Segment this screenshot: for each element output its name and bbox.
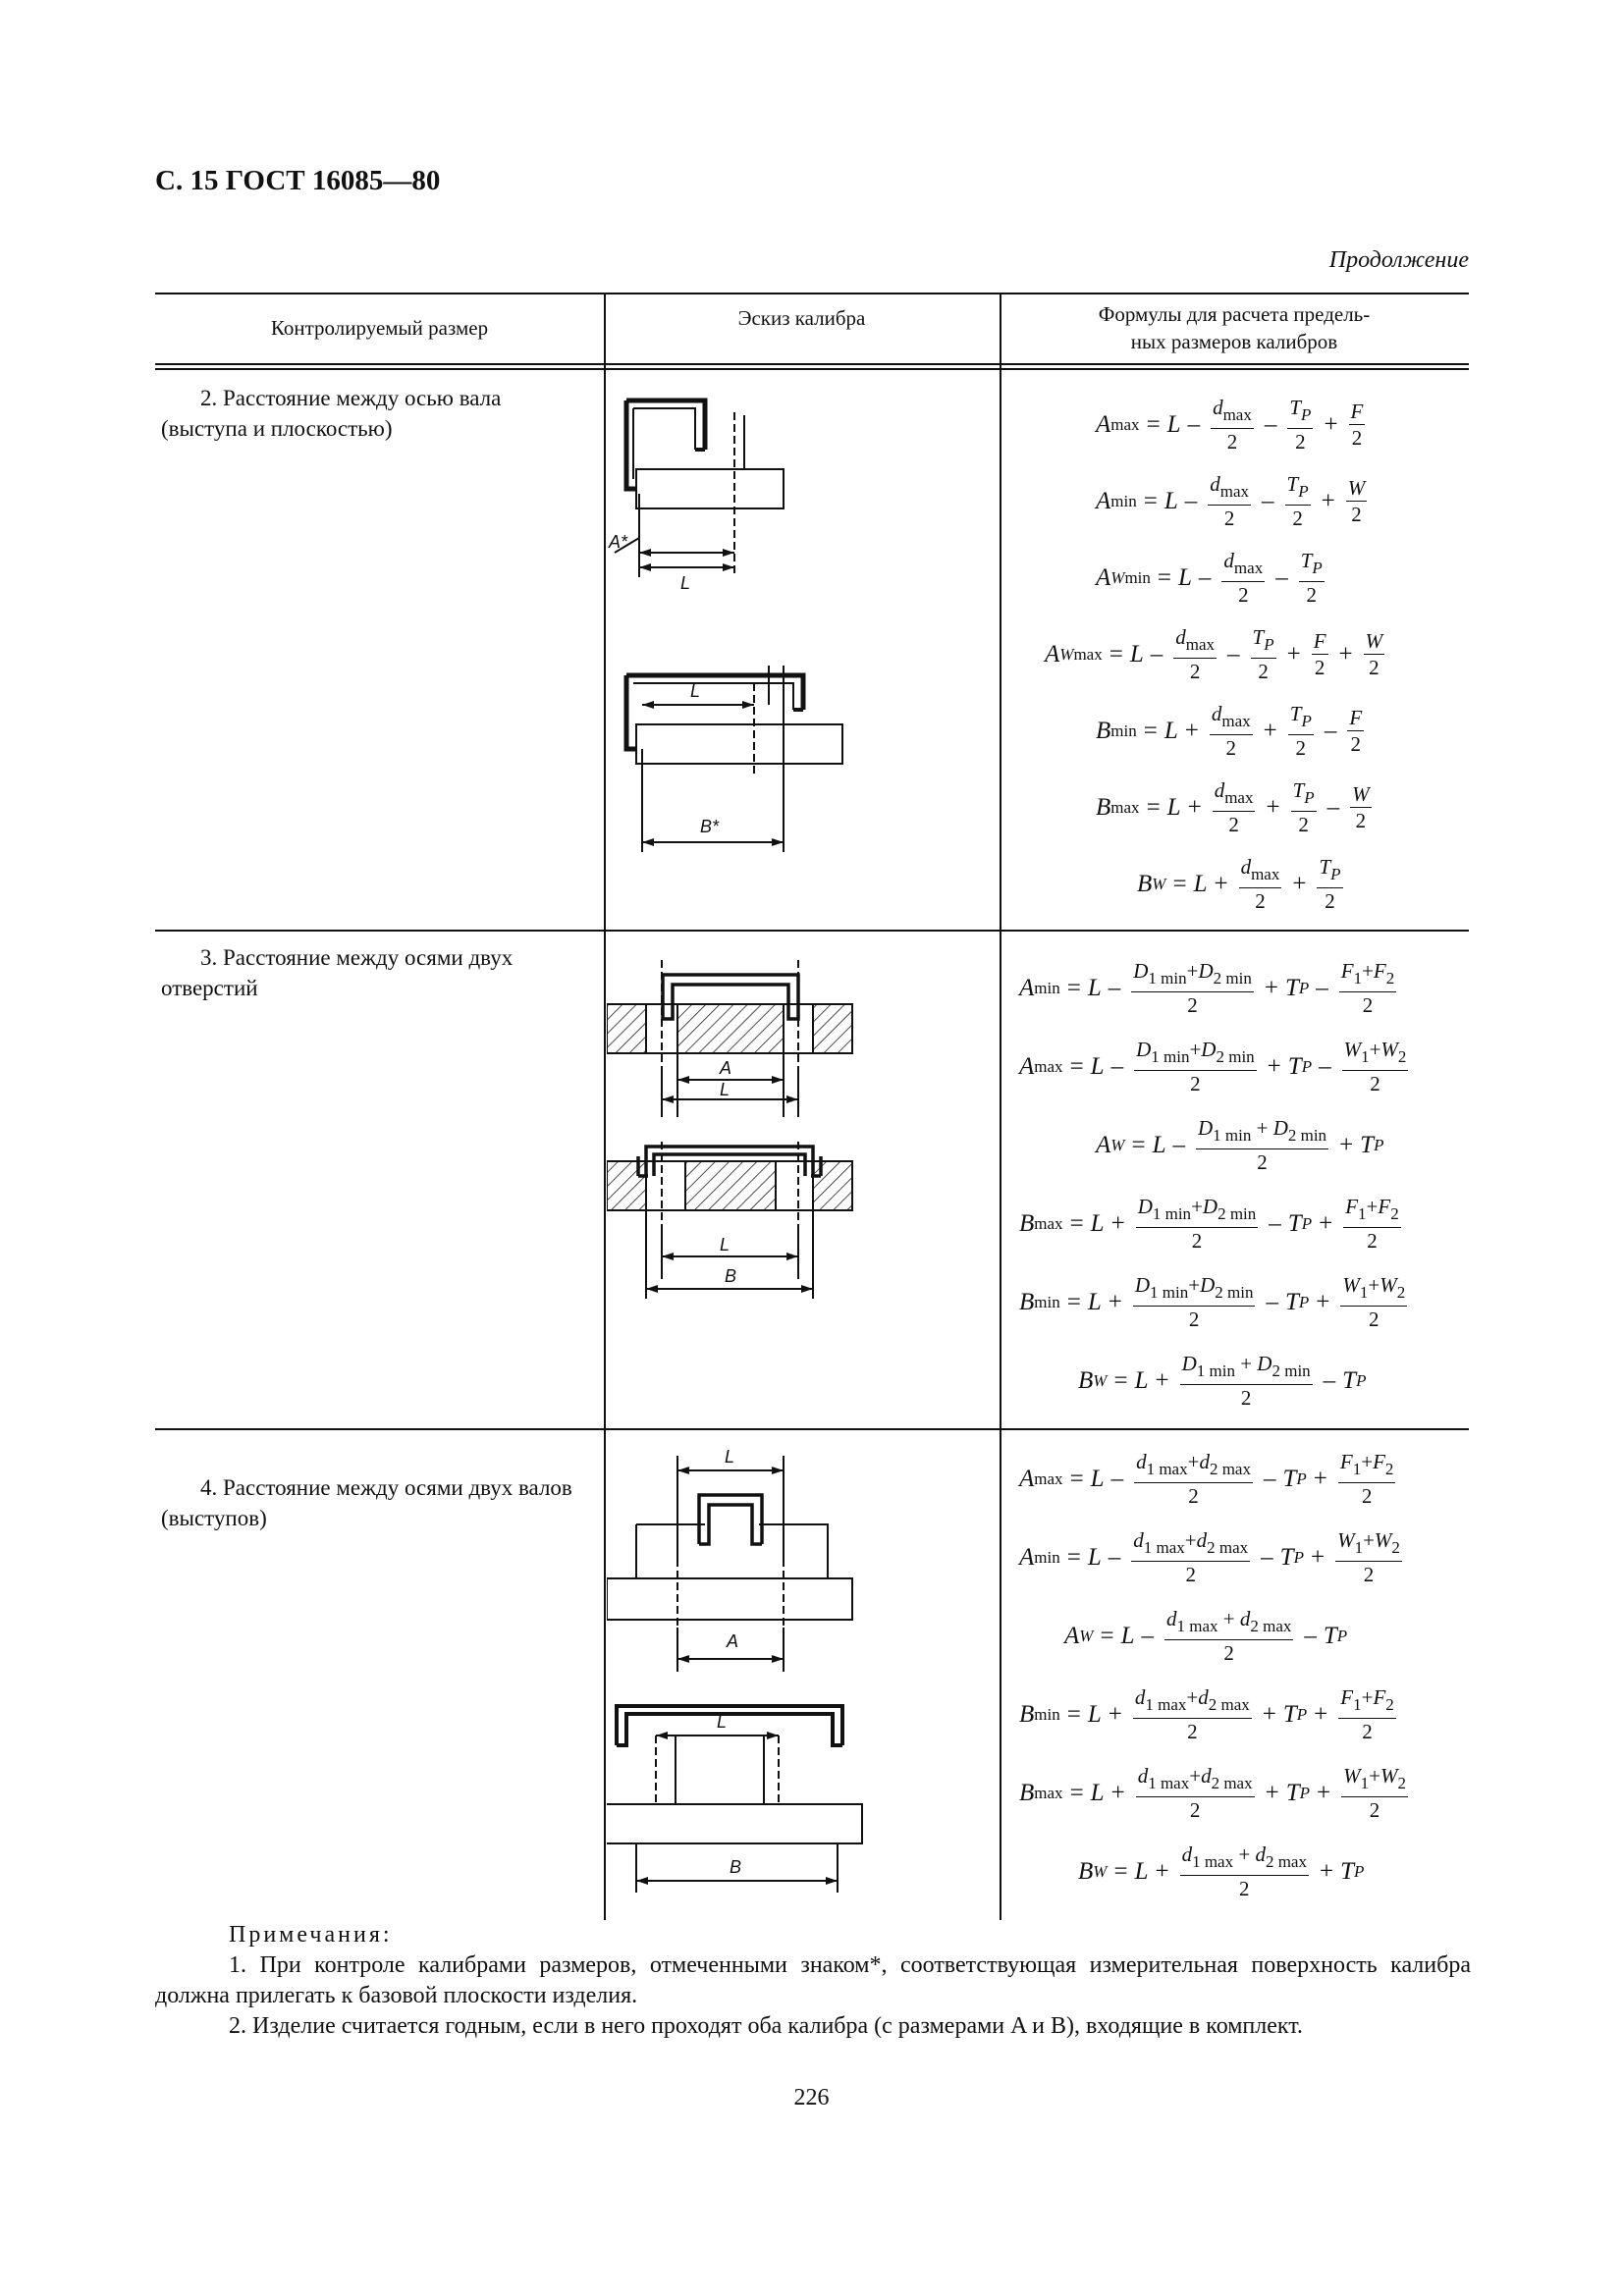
- formula-bw: B W = L + $\frac{d_{max}}{2}$ + $\frac{T_P}{2}$: [1137, 855, 1341, 913]
- formula-bw: B W = L + $\frac{D_{1 min} + D_{2 min}}{2}$ – T P: [1078, 1352, 1367, 1410]
- formula-aw-max: A W max = L – $\frac{d_{max}}{2}$ – $\frac{T_P}{2}$ + $\frac{F}{2}$ + $\frac{W}{2}$: [1045, 625, 1383, 683]
- col-header-sketch: Эскиз калибра: [737, 306, 866, 330]
- page-header: С. 15 ГОСТ 16085—80: [155, 165, 441, 196]
- formula-aw: A W = L – $\frac{D_{1 min} + D_{2 min}}{2}$ + T P: [1096, 1116, 1384, 1174]
- note-item: 1. При контроле калибрами размеров, отмеченными знаком*, соответствующая измерительная поверхность калибра должна прилегать к базовой плоскости изделия.: [155, 1952, 1471, 2008]
- row-number: 3.: [200, 945, 218, 970]
- sketch-label: L: [717, 1712, 728, 1732]
- row-separator: [155, 930, 1469, 932]
- sketch-label: B: [725, 1266, 737, 1286]
- formula-a-min: A min = L – $\frac{d_{max}}{2}$ – $\frac{T_P}{2}$ + $\frac{W}{2}$: [1096, 472, 1366, 530]
- formula-a-min: A min = L – $\frac{d_{1 max}+d_{2 max}}{2}$ – T P + $\frac{W_1+W_2}{2}$: [1019, 1528, 1400, 1586]
- sketch-label: A: [720, 1058, 732, 1078]
- sketch-label: L: [680, 573, 691, 593]
- row-size-text: Расстояние между осью вала (выступа и плоскостью): [161, 386, 502, 441]
- sketch-label: A*: [609, 532, 628, 552]
- row-separator: [155, 1428, 1469, 1430]
- row-size-label: [161, 383, 593, 444]
- sketch-label: A: [727, 1631, 739, 1651]
- formula-a-max: A max = L – $\frac{d_{max}}{2}$ – $\frac{T_P}{2}$ + $\frac{F}{2}$: [1096, 396, 1364, 454]
- row-number: 2.: [200, 386, 218, 410]
- notes: [155, 1920, 1471, 2042]
- row-size-text: Расстояние между осями двух валов (выступов): [161, 1475, 572, 1530]
- column-separator: [604, 293, 606, 1920]
- formula-b-min: B min = L + $\frac{d_{max}}{2}$ + $\frac{T_P}{2}$ – $\frac{F}{2}$: [1096, 702, 1363, 760]
- sketch-two-shafts: [607, 1441, 1000, 1922]
- sketch-label: L: [725, 1447, 735, 1467]
- formula-b-max: B max = L + $\frac{d_{1 max}+d_{2 max}}{2}$ + T P + $\frac{W_1+W_2}{2}$: [1019, 1764, 1406, 1822]
- sketch-label: L: [690, 681, 701, 701]
- sketch-label: L: [720, 1080, 730, 1099]
- sketch-label: B*: [700, 817, 720, 836]
- row-size-label: [161, 1472, 593, 1533]
- page-number: 226: [793, 2085, 830, 2110]
- row-size-text: Расстояние между осями двух отверстий: [161, 945, 514, 1000]
- formula-a-min: A min = L – $\frac{D_{1 min}+D_{2 min}}{2}$ + T P – $\frac{F_1+F_2}{2}$: [1019, 959, 1395, 1017]
- sketch-label: B: [730, 1857, 742, 1877]
- calibre-table: [155, 293, 1469, 1920]
- header-line-2: [155, 368, 1469, 370]
- formula-a-max: A max = L – $\frac{d_{1 max}+d_{2 max}}{2}$ – T P + $\frac{F_1+F_2}{2}$: [1019, 1450, 1394, 1508]
- formula-aw-min: A W min = L – $\frac{d_{max}}{2}$ – $\frac{T_P}{2}$: [1096, 549, 1323, 607]
- formula-b-max: B max = L + $\frac{D_{1 min}+D_{2 min}}{2}$ – T P + $\frac{F_1+F_2}{2}$: [1019, 1195, 1399, 1253]
- formula-aw: A W = L – $\frac{d_{1 max} + d_{2 max}}{2}$ – T P: [1064, 1607, 1348, 1665]
- formula-a-max: A max = L – $\frac{D_{1 min}+D_{2 min}}{2}$ + T P – $\frac{W_1+W_2}{2}$: [1019, 1038, 1407, 1095]
- formula-b-max: B max = L + $\frac{d_{max}}{2}$ + $\frac{T_P}{2}$ – $\frac{W}{2}$: [1096, 778, 1370, 836]
- col-header-formulas: Формулы для расчета предель- ных размеров калибров: [1098, 302, 1371, 353]
- sketch-two-holes: [607, 950, 1000, 1421]
- formula-b-min: B min = L + $\frac{D_{1 min}+D_{2 min}}{2}$ – T P + $\frac{W_1+W_2}{2}$: [1019, 1273, 1406, 1331]
- row-size-label: [161, 942, 593, 1003]
- formula-bw: B W = L + $\frac{d_{1 max} + d_{2 max}}{2}$ + T P: [1078, 1842, 1365, 1900]
- column-separator: [1000, 293, 1001, 1920]
- row-number: 4.: [200, 1475, 218, 1500]
- header-line-1: [155, 363, 1469, 365]
- continuation-label: Продолжение: [1328, 247, 1469, 273]
- sketch-shaft-plane: [607, 381, 1000, 921]
- formula-b-min: B min = L + $\frac{d_{1 max}+d_{2 max}}{2}$ + T P + $\frac{F_1+F_2}{2}$: [1019, 1685, 1394, 1743]
- note-item: 2. Изделие считается годным, если в него проходят оба калибра (с размерами A и B), входящие в комплект.: [229, 2013, 1303, 2039]
- notes-title: Примечания:: [229, 1922, 393, 1948]
- col-header-size: Контролируемый размер: [270, 316, 489, 340]
- sketch-label: L: [720, 1235, 730, 1255]
